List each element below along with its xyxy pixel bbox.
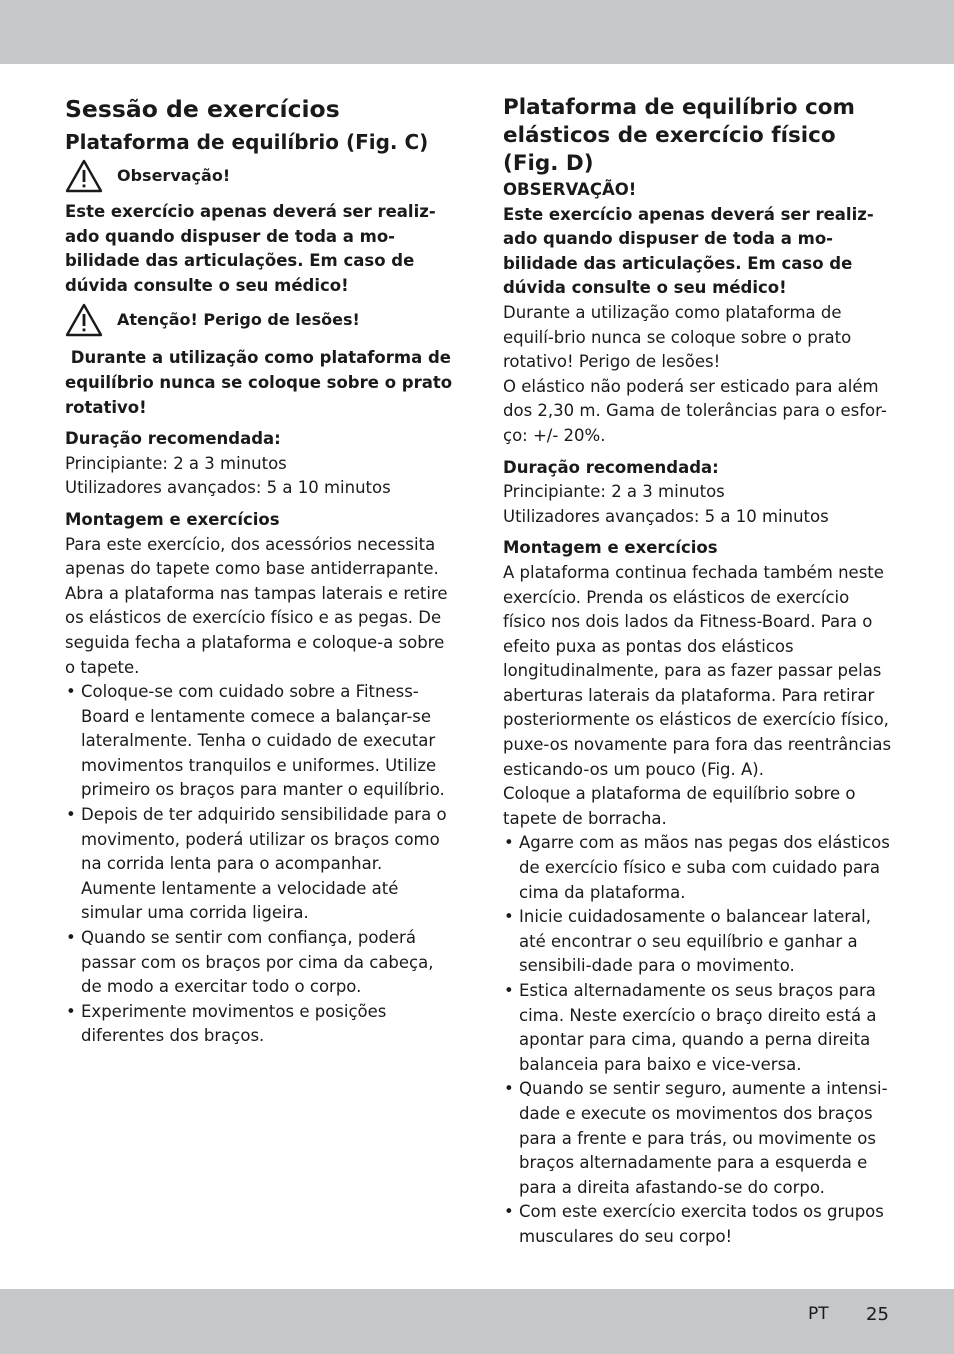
duration-advanced: Utilizadores avançados: 5 a 10 minutos: [503, 506, 829, 526]
observation-row: [65, 158, 455, 194]
exercise-list: [503, 831, 895, 1249]
observation-label: Observação!: [117, 165, 231, 185]
list-item: • Quando se sentir seguro, aumente a intensi-dade e execute os movimentos dos braços para a frente e para trás, ou movimente os braços alternadamente para a esquerda e para a direita afastando-se do corpo.: [503, 1077, 895, 1200]
assembly-text: Para este exercício, dos acessórios necessita apenas do tapete como base antiderrapante. Abra a plataforma nas tampas laterais e retire os elásticos de exercício físico e as pegas. De seguida fecha a plataforma e coloque-a sobre o tapete.: [65, 534, 448, 677]
elastic-note: O elástico não poderá ser esticado para além dos 2,30 m. Gama de tolerâncias para o esfor-ço: +/- 20%.: [503, 376, 887, 445]
observation-label: OBSERVAÇÃO!: [503, 180, 637, 199]
subsection-title: Plataforma de equilíbrio com elásticos de exercício físico (Fig. D): [503, 95, 855, 176]
duration-beginner: Principiante: 2 a 3 minutos: [503, 482, 725, 502]
exercise-list: [65, 680, 455, 1049]
left-column: [65, 92, 458, 1049]
assembly-title: Montagem e exercícios: [65, 509, 280, 529]
duration-beginner: Principiante: 2 a 3 minutos: [65, 453, 287, 473]
duration-advanced: Utilizadores avançados: 5 a 10 minutos: [65, 478, 391, 498]
subsection-title: Plataforma de equilíbrio (Fig. C): [65, 130, 429, 154]
list-item: • Quando se sentir com confiança, poderá passar com os braços por cima da cabeça, de modo a exercitar todo o corpo.: [65, 926, 455, 1000]
language-code: PT: [808, 1304, 829, 1324]
right-column: [503, 92, 895, 1250]
duration-title: Duração recomendada:: [503, 457, 719, 477]
list-item: • Estica alternadamente os seus braços para cima. Neste exercício o braço direito está a apontar para cima, quando a perna direita balanceia para baixo e vice-versa.: [503, 979, 895, 1077]
header-band: [0, 0, 954, 64]
danger-text: Durante a utilização como plataforma de equilíbrio nunca se coloque sobre o prato rotativo!: [65, 348, 458, 417]
danger-row: [65, 302, 455, 338]
warning-icon: [65, 159, 103, 193]
usage-warning: Durante a utilização como plataforma de equilí-brio nunca se coloque sobre o prato rotativo! Perigo de lesões!: [503, 302, 852, 372]
observation-text: Este exercício apenas deverá ser realiz-ado quando dispuser de toda a mo-bilidade das articulações. Em caso de dúvida consulte o seu médico!: [503, 204, 874, 298]
observation-text: Este exercício apenas deverá ser realiz-ado quando dispuser de toda a mo-bilidade das articulações. Em caso de dúvida consulte o seu médico!: [65, 202, 436, 295]
list-item: • Coloque-se com cuidado sobre a Fitness-Board e lentamente comece a balançar-se lateralmente. Tenha o cuidado de executar movimentos tranquilos e uniformes. Utilize primeiro os braços para manter o equilíbrio.: [65, 680, 455, 803]
list-item: • Agarre com as mãos nas pegas dos elásticos de exercício físico e suba com cuidado para cima da plataforma.: [503, 831, 895, 905]
warning-icon: [65, 303, 103, 337]
list-item: • Experimente movimentos e posições diferentes dos braços.: [65, 1000, 455, 1049]
assembly-text: A plataforma continua fechada também neste exercício. Prenda os elásticos de exercício físico nos dois lados da Fitness-Board. Para o efeito puxa as pontas dos elásticos longitudinalmente, para as fazer passar pelas aberturas laterais da plataforma. Para retirar posteriormente os elásticos de exercício físico, puxe-os novamente para fora das reentrâncias esticando-os um pouco (Fig. A).: [503, 562, 892, 779]
list-item: • Inicie cuidadosamente o balancear lateral, até encontrar o seu equilíbrio e ganhar a sensibili-dade para o movimento.: [503, 905, 895, 979]
danger-label: Atenção! Perigo de lesões!: [117, 310, 360, 330]
section-title: Sessão de exercícios: [65, 95, 340, 123]
list-item: • Depois de ter adquirido sensibilidade para o movimento, poderá utilizar os braços como na corrida lenta para o acompanhar. Aumente lentamente a velocidade até simular uma corrida ligeira.: [65, 803, 455, 926]
list-item: • Com este exercício exercita todos os grupos musculares do seu corpo!: [503, 1200, 895, 1249]
page-number: 25: [866, 1304, 889, 1325]
assembly-title: Montagem e exercícios: [503, 538, 718, 558]
duration-title: Duração recomendada:: [65, 429, 281, 449]
assembly-text-2: Coloque a plataforma de equilíbrio sobre o tapete de borracha.: [503, 784, 856, 828]
